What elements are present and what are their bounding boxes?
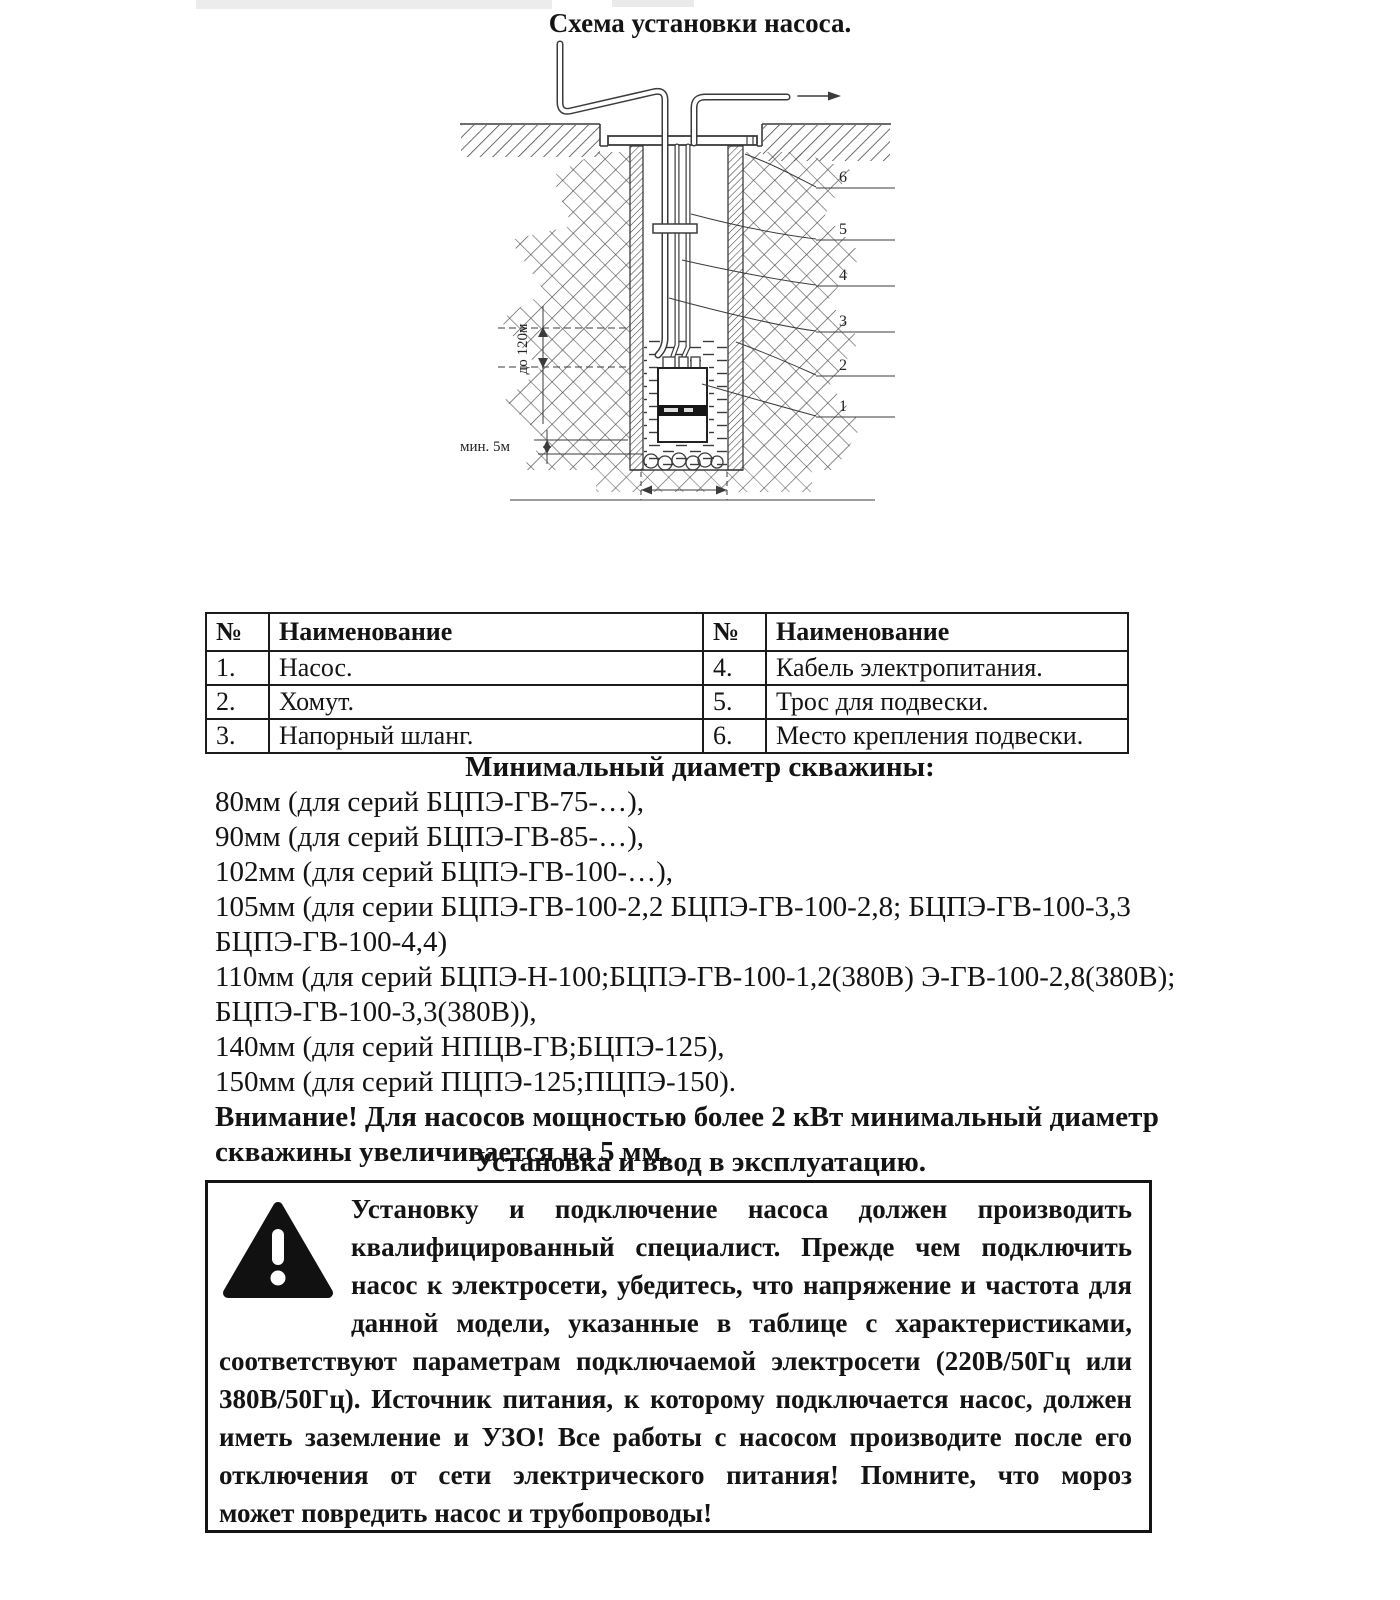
warning-text-line: насос к электросети, убедитесь, что напряжение и частота для	[351, 1270, 1132, 1300]
warning-text-line: иметь заземление и УЗО! Все работы с насосом производите после его	[219, 1422, 1132, 1452]
col-header-name: Наименование	[766, 613, 1128, 651]
table-header-row	[206, 613, 1128, 651]
min-distance-label: мин. 5м	[460, 439, 511, 455]
part-number: 6.	[703, 719, 766, 753]
part-number: 5.	[703, 685, 766, 719]
clamp	[653, 224, 697, 233]
table-row	[206, 651, 1128, 685]
part-number: 4.	[703, 651, 766, 685]
diameter-line: 80мм (для серий БЦПЭ-ГВ-75-…),	[215, 786, 644, 818]
table-row	[206, 685, 1128, 719]
depth-dimension-label: до 120м	[515, 323, 531, 375]
col-header-num: №	[703, 613, 766, 651]
part-name: Напорный шланг.	[269, 719, 703, 753]
table-row	[206, 719, 1128, 753]
callout-number: 3	[839, 313, 847, 330]
callout-number: 1	[839, 398, 847, 415]
part-number: 3.	[206, 719, 269, 753]
install-section-heading: Установка и ввод в эксплуатацию.	[473, 1146, 927, 1178]
warning-text-line: может повредить насос и трубопроводы!	[219, 1498, 713, 1528]
warning-text-line: данной модели, указанные в таблице с характеристиками,	[351, 1308, 1132, 1338]
page-title: Схема установки насоса.	[548, 8, 852, 38]
parts-table	[205, 612, 1129, 754]
callout-number: 5	[839, 221, 847, 238]
part-name: Кабель электропитания.	[766, 651, 1128, 685]
part-number: 1.	[206, 651, 269, 685]
warning-text	[208, 1183, 1149, 1532]
part-name: Хомут.	[269, 685, 703, 719]
warning-text-line: отключения от сети электрического питания! Помните, что мороз	[219, 1460, 1132, 1490]
part-name: Место крепления подвески.	[766, 719, 1128, 753]
attention-line: скважины увеличивается на 5 мм.	[215, 1136, 669, 1168]
diameter-line: БЦПЭ-ГВ-100-4,4)	[215, 926, 448, 958]
warning-triangle-icon	[222, 1199, 334, 1301]
warning-text-line: 380В/50Гц). Источник питания, к которому подключается насос, должен	[219, 1384, 1132, 1414]
pump-installation-diagram	[440, 40, 900, 520]
diameter-line: 140мм (для серий НПЦВ-ГВ;БЦПЭ-125),	[215, 1031, 725, 1063]
part-number: 2.	[206, 685, 269, 719]
attention-line: Внимание! Для насосов мощностью более 2 кВт минимальный диаметр	[215, 1101, 1159, 1133]
min-diameter-section	[0, 750, 1400, 1170]
diameter-line: 102мм (для серий БЦПЭ-ГВ-100-…),	[215, 856, 673, 888]
diameter-line: 150мм (для серий ПЦПЭ-125;ПЦПЭ-150).	[215, 1066, 737, 1098]
callout-number: 4	[839, 267, 847, 284]
diagram-linework	[460, 44, 895, 500]
section-heading: Минимальный диаметр скважины:	[465, 751, 935, 783]
warning-text-line: соответствуют параметрам подключаемой электросети (220В/50Гц или	[219, 1346, 1132, 1376]
warning-text-line: Установку и подключение насоса должен производить	[351, 1194, 1132, 1224]
diameter-line: 90мм (для серий БЦПЭ-ГВ-85-…),	[215, 821, 644, 853]
pump	[658, 357, 707, 442]
col-header-num: №	[206, 613, 269, 651]
callout-number: 6	[839, 169, 847, 186]
wellhead-cap	[608, 136, 757, 145]
diameter-line: 105мм (для серии БЦПЭ-ГВ-100-2,2 БЦПЭ-ГВ-100-2,8; БЦПЭ-ГВ-100-3,3	[215, 891, 1131, 923]
diameter-line: БЦПЭ-ГВ-100-3,3(380В)),	[215, 996, 537, 1028]
warning-box	[205, 1180, 1152, 1533]
warning-text-line: квалифицированный специалист. Прежде чем подключить	[351, 1232, 1132, 1262]
col-header-name: Наименование	[269, 613, 703, 651]
part-name: Насос.	[269, 651, 703, 685]
diameter-line: 110мм (для серий БЦПЭ-Н-100;БЦПЭ-ГВ-100-1,2(380В) Э-ГВ-100-2,8(380В);	[215, 961, 1176, 993]
callout-number: 2	[839, 357, 847, 374]
part-name: Трос для подвески.	[766, 685, 1128, 719]
scan-artifact	[612, 0, 694, 7]
